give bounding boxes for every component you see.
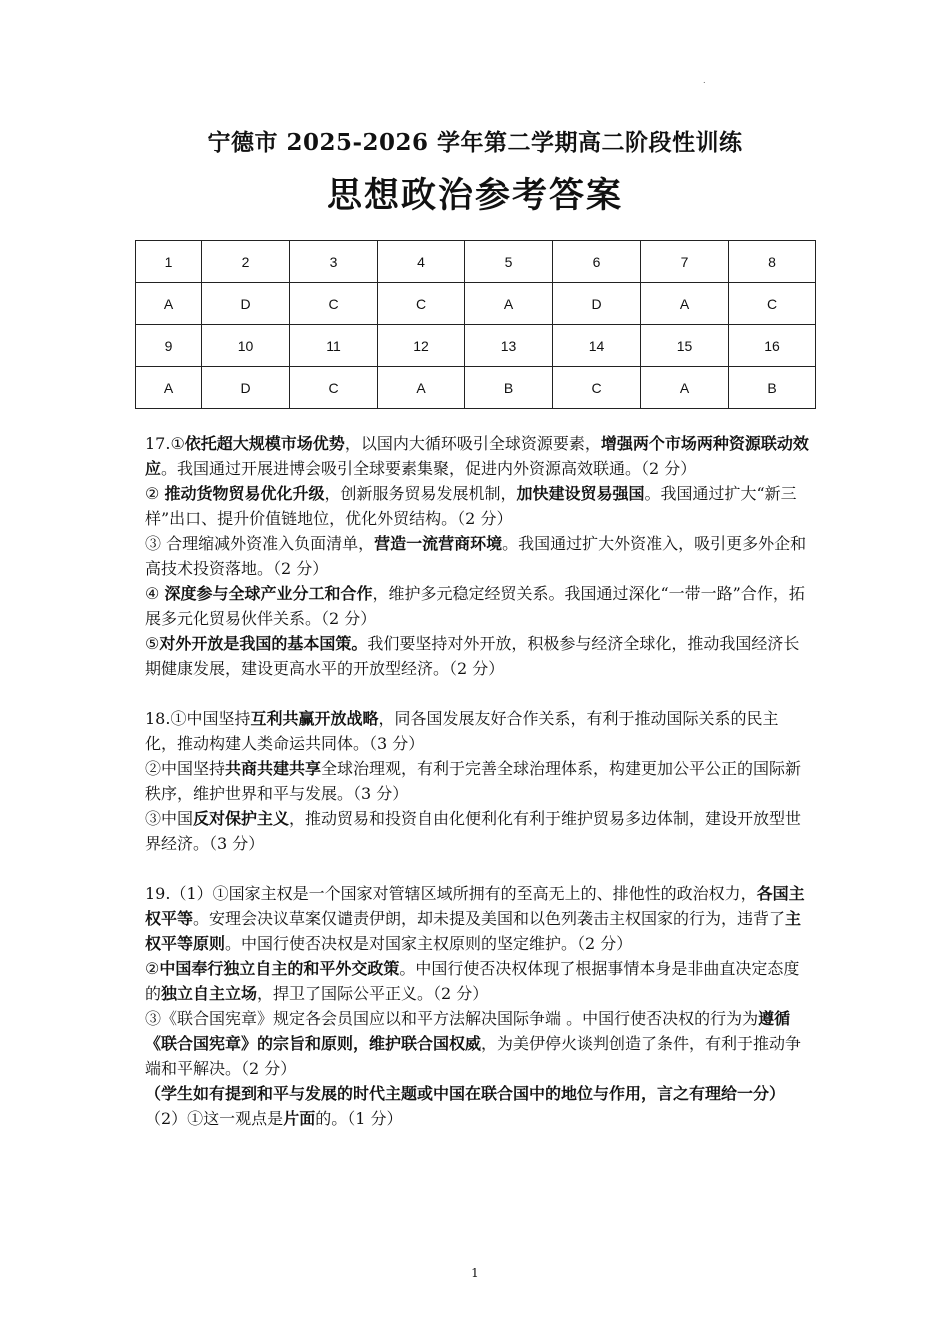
question-number-cell: 9 xyxy=(136,325,202,367)
q17-point-5: ⑤对外开放是我国的基本国策。我们要坚持对外开放，积极参与经济全球化，推动我国经济长期健康发展，建设更高水平的开放型经济。（2 分） xyxy=(145,634,800,678)
question-number-cell: 7 xyxy=(641,241,729,283)
question-number-cell: 2 xyxy=(202,241,290,283)
answer-cell: B xyxy=(729,367,816,409)
question-number-cell: 5 xyxy=(465,241,553,283)
q17-point-1: 17.①依托超大规模市场优势，以国内大循环吸引全球资源要素，增强两个市场两种资源联动效应。我国通过开展进博会吸引全球要素集聚，促进内外资源高效联通。（2 分） xyxy=(145,434,809,478)
question-number-cell: 10 xyxy=(202,325,290,367)
q17-point-3: ③ 合理缩减外资准入负面清单，营造一流营商环境。我国通过扩大外资准入，吸引更多外企和高技术投资落地。（2 分） xyxy=(145,534,807,578)
answer-cell: A xyxy=(641,283,729,325)
question-number-cell: 1 xyxy=(136,241,202,283)
q19-point-1: 19.（1）①国家主权是一个国家对管辖区域所拥有的至高无上的、排他性的政治权力，各国主权平等。安理会决议草案仅谴责伊朗，却未提及美国和以色列袭击主权国家的行为，违背了主权平等原则。中国行使否决权是对国家主权原则的坚定维护。（2 分） xyxy=(145,884,805,953)
answer-cell: A xyxy=(465,283,553,325)
question-number-cell: 6 xyxy=(553,241,641,283)
q19-grading-note: （学生如有提到和平与发展的时代主题或中国在联合国中的地位与作用，言之有理给一分） xyxy=(145,1084,786,1103)
answer-cell: A xyxy=(378,367,465,409)
q18-point-2: ②中国坚持共商共建共享全球治理观，有利于完善全球治理体系，构建更加公平公正的国际新秩序，维护世界和平与发展。（3 分） xyxy=(145,759,802,803)
answer-cell: C xyxy=(378,283,465,325)
question-number-cell: 4 xyxy=(378,241,465,283)
answer-cell: A xyxy=(641,367,729,409)
answer-row xyxy=(136,367,816,409)
question-number-cell: 3 xyxy=(290,241,378,283)
document-title: 宁德市 2025-2026 学年第二学期高二阶段性训练 xyxy=(207,129,743,156)
answer-cell: D xyxy=(553,283,641,325)
answer-cell: B xyxy=(465,367,553,409)
question-number-cell: 12 xyxy=(378,325,465,367)
answer-cell: A xyxy=(136,367,202,409)
q17-point-4: ④ 深度参与全球产业分工和合作，维护多元稳定经贸关系。我国通过深化“一带一路”合作，拓展多元化贸易伙伴关系。（2 分） xyxy=(145,584,805,628)
question-number-cell: 14 xyxy=(553,325,641,367)
question-number-cell: 13 xyxy=(465,325,553,367)
question-number-cell: 16 xyxy=(729,325,816,367)
question-number-cell: 15 xyxy=(641,325,729,367)
q17-point-2: ② 推动货物贸易优化升级，创新服务贸易发展机制，加快建设贸易强国。我国通过扩大“新三样”出口、提升价值链地位，优化外贸结构。（2 分） xyxy=(145,484,797,528)
answer-cell: D xyxy=(202,283,290,325)
question-number-cell: 8 xyxy=(729,241,816,283)
answer-cell: A xyxy=(136,283,202,325)
question-number-cell: 11 xyxy=(290,325,378,367)
question-number-row xyxy=(136,325,816,367)
document-subtitle: 思想政治参考答案 xyxy=(326,175,623,216)
page-number: 1 xyxy=(471,1266,479,1280)
top-dot: . xyxy=(703,76,706,85)
q19-point-2: ②中国奉行独立自主的和平外交政策。中国行使否决权体现了根据事情本身是非曲直决定态度的独立自主立场，捍卫了国际公平正义。（2 分） xyxy=(145,959,800,1003)
q18-point-1: 18.①中国坚持互利共赢开放战略，同各国发展友好合作关系，有利于推动国际关系的民主化，推动构建人类命运共同体。（3 分） xyxy=(145,709,779,753)
q19-part-2: （2）①这一观点是片面的。（1 分） xyxy=(145,1109,403,1128)
answer-cell: C xyxy=(729,283,816,325)
q19-point-3: ③《联合国宪章》规定各会员国应以和平方法解决国际争端 。中国行使否决权的行为为遵循《联合国宪章》的宗旨和原则，维护联合国权威，为美伊停火谈判创造了条件，有利于推动争端和平解决。（2 分） xyxy=(145,1009,802,1078)
answer-row xyxy=(136,283,816,325)
q18-point-3: ③中国反对保护主义，推动贸易和投资自由化便利化有利于维护贸易多边体制，建设开放型世界经济。（3 分） xyxy=(145,809,802,853)
answer-table xyxy=(135,240,816,409)
answer-cell: C xyxy=(290,283,378,325)
answer-content xyxy=(145,431,810,1131)
question-number-row xyxy=(136,241,816,283)
answer-cell: C xyxy=(290,367,378,409)
answer-cell: D xyxy=(202,367,290,409)
answer-cell: C xyxy=(553,367,641,409)
